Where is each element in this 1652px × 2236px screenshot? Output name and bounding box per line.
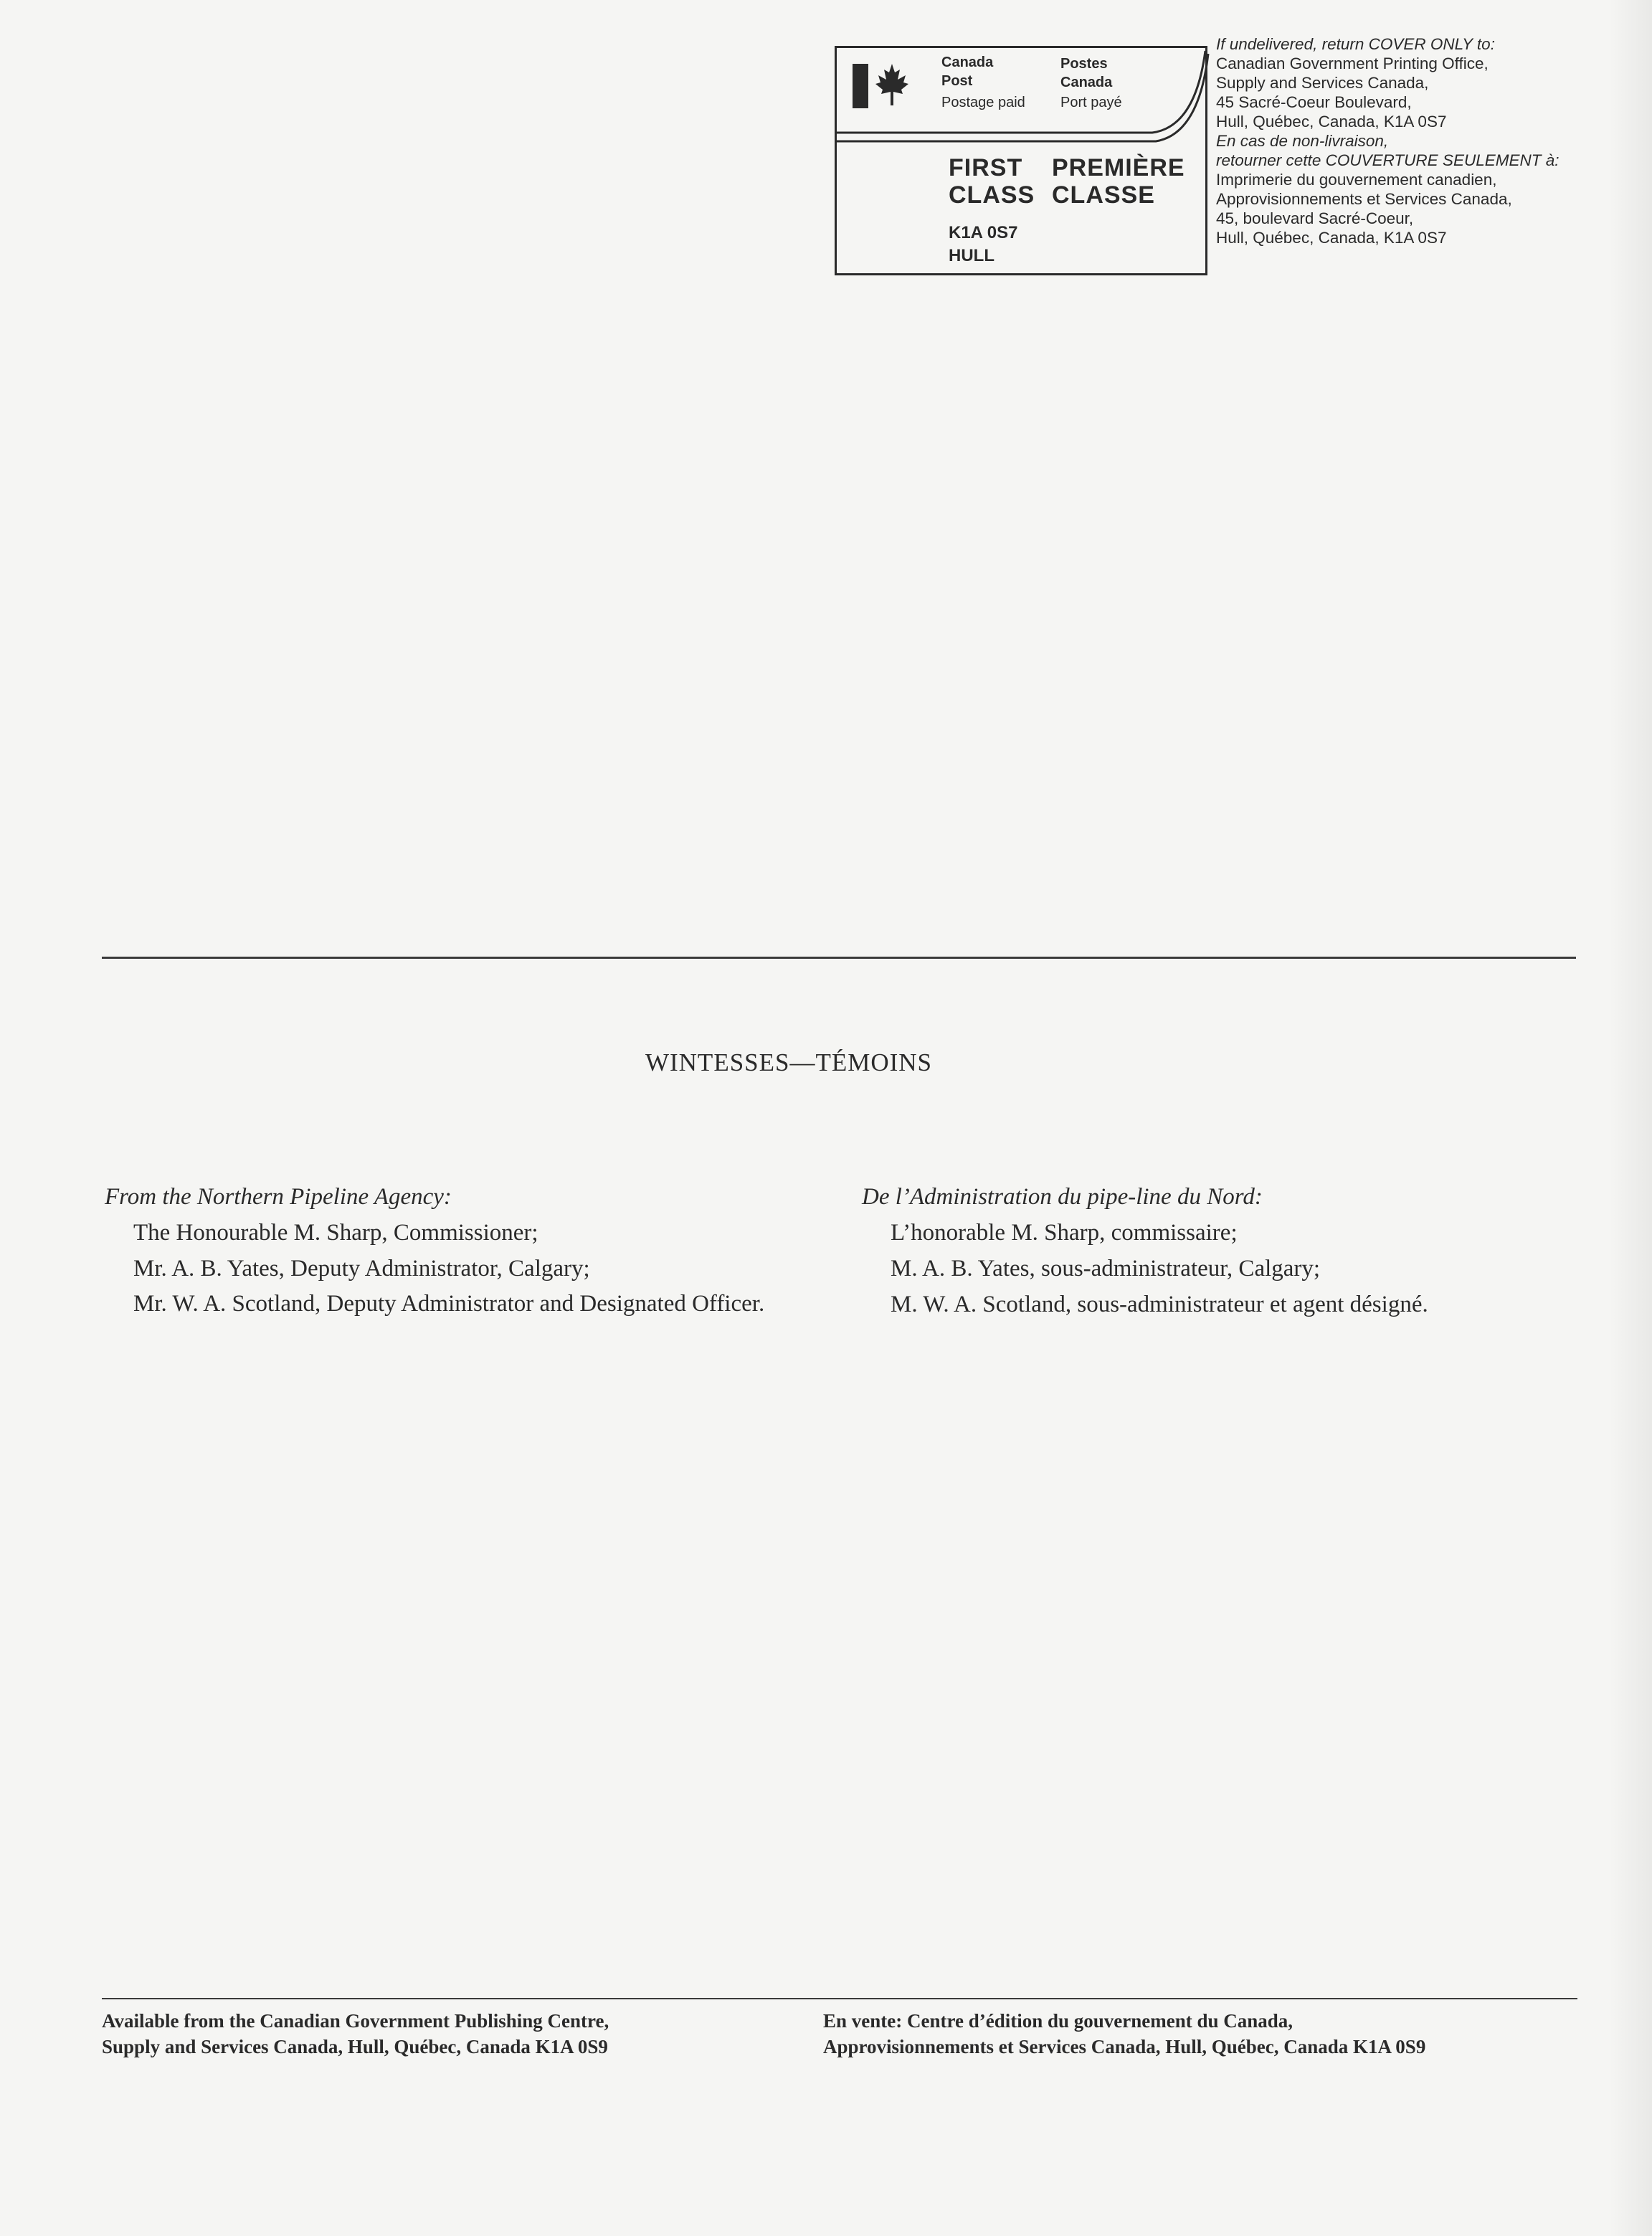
premiere-label: PREMIÈRE bbox=[1052, 154, 1185, 181]
canada-label: Canada bbox=[941, 55, 994, 70]
first-label: FIRST bbox=[949, 154, 1023, 181]
postage-indicia bbox=[835, 46, 1207, 275]
footer-fr-line1: En vente: Centre d’édition du gouvernement du Canada, bbox=[823, 2010, 1293, 2032]
return-en-line2: Canadian Government Printing Office, bbox=[1216, 55, 1489, 72]
witnesses-heading: WINTESSES—TÉMOINS bbox=[645, 1048, 933, 1076]
return-en-line1: If undelivered, return COVER ONLY to: bbox=[1216, 35, 1495, 53]
witness-item: Mr. W. A. Scotland, Deputy Administrator and Designated Officer. bbox=[133, 1291, 765, 1317]
postes-label: Postes bbox=[1060, 56, 1108, 72]
witness-item: M. W. A. Scotland, sous-administrateur et agent désigné. bbox=[891, 1292, 1428, 1317]
agency-french: De l’Administration du pipe-line du Nord: bbox=[862, 1184, 1263, 1210]
footer-fr-line2: Approvisionnements et Services Canada, Hull, Québec, Canada K1A 0S9 bbox=[823, 2036, 1426, 2057]
postage-paid-label: Postage paid bbox=[941, 95, 1025, 110]
witness-item: M. A. B. Yates, sous-administrateur, Calgary; bbox=[891, 1256, 1321, 1282]
return-en-line3: Supply and Services Canada, bbox=[1216, 74, 1429, 92]
footer-en-line1: Available from the Canadian Government Publishing Centre, bbox=[102, 2010, 609, 2032]
section-divider bbox=[102, 957, 1576, 959]
agency-english: From the Northern Pipeline Agency: bbox=[105, 1184, 452, 1210]
return-fr-line3: Imprimerie du gouvernement canadien, bbox=[1216, 171, 1497, 189]
postal-code: K1A 0S7 bbox=[949, 223, 1018, 242]
return-fr-line1: En cas de non-livraison, bbox=[1216, 132, 1389, 150]
footer-divider bbox=[102, 1998, 1577, 1999]
witnesses-french bbox=[862, 1180, 1593, 1322]
return-en-line4: 45 Sacré-Coeur Boulevard, bbox=[1216, 93, 1412, 111]
port-paye-label: Port payé bbox=[1060, 95, 1122, 110]
footer-english bbox=[102, 2008, 609, 2060]
classe-label: CLASSE bbox=[1052, 181, 1155, 209]
return-fr-line2: retourner cette COUVERTURE SEULEMENT à: bbox=[1216, 151, 1560, 169]
footer-french bbox=[823, 2008, 1425, 2060]
witnesses-english bbox=[105, 1180, 836, 1320]
page-edge-shade bbox=[1609, 0, 1652, 2236]
return-fr-line4: Approvisionnements et Services Canada, bbox=[1216, 190, 1512, 208]
witness-item: The Honourable M. Sharp, Commissioner; bbox=[133, 1220, 538, 1246]
witness-item: L’honorable M. Sharp, commissaire; bbox=[891, 1220, 1238, 1246]
return-notice bbox=[1216, 34, 1646, 247]
city-label: HULL bbox=[949, 246, 994, 265]
class-label: CLASS bbox=[949, 181, 1035, 209]
maple-leaf-icon bbox=[874, 61, 910, 108]
return-fr-line5: 45, boulevard Sacré-Coeur, bbox=[1216, 209, 1414, 227]
return-en-line5: Hull, Québec, Canada, K1A 0S7 bbox=[1216, 113, 1447, 131]
flag-bar bbox=[853, 64, 868, 108]
return-fr-line6: Hull, Québec, Canada, K1A 0S7 bbox=[1216, 229, 1447, 247]
post-label: Post bbox=[941, 73, 973, 89]
footer-en-line2: Supply and Services Canada, Hull, Québec, Canada K1A 0S9 bbox=[102, 2036, 608, 2057]
witness-item: Mr. A. B. Yates, Deputy Administrator, Calgary; bbox=[133, 1256, 590, 1282]
postes-canada-label: Canada bbox=[1060, 75, 1113, 90]
